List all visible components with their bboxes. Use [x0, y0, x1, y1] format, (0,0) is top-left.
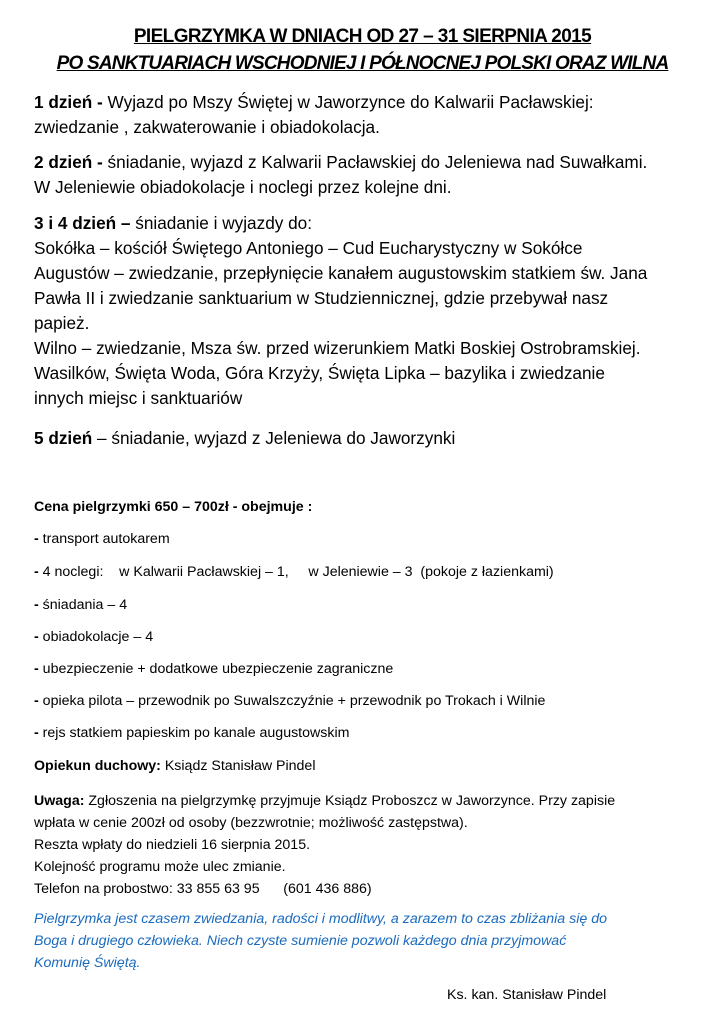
day-3-4-paragraph: 3 i 4 dzień – śniadanie i wyjazdy do: Sokółka – kościół Świętego Antoniego – Cud Eucharystyczny w Sokółce Augustów – zwiedzanie, przepłynięcie kanałem augustowskim statkiem św. Jana Pawła II i zwiedzanie sanktuarium w Studziennicznej, gdzie przebywał nasz papież. Wilno – zwiedzanie, Msza św. przed wizerunkiem Matki Boskiej Ostrobramskiej. Wasilków, Święta Woda, Góra Krzyży, Święta Lipka – bazylika i zwiedzanie innych miejsc i sanktuariów	[34, 213, 648, 408]
price-item: - transport autokarem	[34, 531, 170, 547]
day-2-paragraph: 2 dzień - śniadanie, wyjazd z Kalwarii Pacławskiej do Jeleniewa nad Suwałkami. W Jeleniewie obiadokolacje i noclegi przez kolejne dni.	[34, 152, 648, 197]
price-item: - 4 noclegi: w Kalwarii Pacławskiej – 1, w Jeleniewie – 3 (pokoje z łazienkami)	[34, 564, 554, 580]
day-5-paragraph: 5 dzień – śniadanie, wyjazd z Jeleniewa do Jaworzynki	[34, 428, 456, 448]
day-5-label: 5 dzień	[34, 428, 93, 448]
day-3-4-label: 3 i 4 dzień –	[34, 213, 131, 233]
price-item: - obiadokolacje – 4	[34, 629, 154, 645]
note-paragraph: Uwaga: Zgłoszenia na pielgrzymkę przyjmuje Ksiądz Proboszcz w Jaworzynce. Przy zapisie wpłata w cenie 200zł od osoby (bezzwrotnie; możliwość zastępstwa). Reszta wpłaty do niedzieli 16 sierpnia 2015. Kolejność programu może ulec zmianie. Telefon na probostwo: 33 855 63 95 (601 436 886)	[34, 790, 714, 900]
signature: Ks. kan. Stanisław Pindel	[447, 987, 607, 1003]
price-item: - opieka pilota – przewodnik po Suwalszczyźnie + przewodnik po Trokach i Wilnie	[34, 693, 546, 709]
price-item: - śniadania – 4	[34, 597, 128, 613]
note-label: Uwaga:	[34, 793, 85, 809]
price-item: - ubezpieczenie + dodatkowe ubezpieczenie zagraniczne	[34, 661, 394, 677]
closing-quote: Pielgrzymka jest czasem zwiedzania, radości i modlitwy, a zarazem to czas zbliżania się do Boga i drugiego człowieka. Niech czyste sumienie pozwoli każdego dnia przyjmować Komunię Świętą.	[34, 911, 607, 971]
title-route: PO SANKTUARIACH WSCHODNIEJ I PÓŁNOCNEJ POLSKI ORAZ WILNA	[56, 53, 669, 74]
spiritual-guardian: Opiekun duchowy: Ksiądz Stanisław Pindel	[34, 758, 316, 774]
day-1-paragraph: 1 dzień - Wyjazd po Mszy Świętej w Jaworzynce do Kalwarii Pacławskiej: zwiedzanie , zakwaterowanie i obiadokolacja.	[34, 92, 594, 137]
title-dates: PIELGRZYMKA W DNIACH OD 27 – 31 SIERPNIA 2015	[133, 26, 592, 47]
price-heading: Cena pielgrzymki 650 – 700zł - obejmuje :	[34, 499, 313, 515]
price-item: - rejs statkiem papieskim po kanale augustowskim	[34, 725, 350, 741]
day-1-label: 1 dzień -	[34, 92, 103, 112]
phone-line: Telefon na probostwo: 33 855 63 95 (601 436 886)	[34, 881, 372, 897]
day-2-label: 2 dzień -	[34, 152, 103, 172]
